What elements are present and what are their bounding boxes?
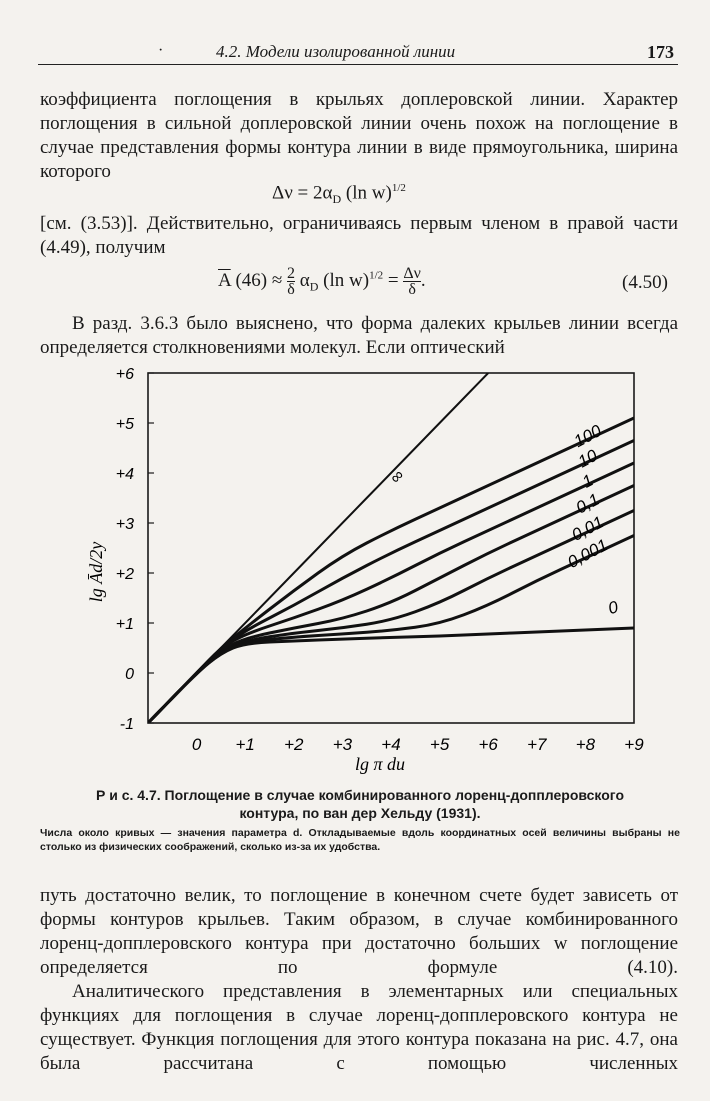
series-label-3: 1 — [579, 470, 597, 492]
series-line-7 — [148, 628, 634, 723]
series-line-5 — [148, 511, 634, 724]
series-label-0: ∞ — [385, 465, 408, 488]
x-axis-ticks — [192, 735, 644, 754]
y-tick-label: +4 — [115, 466, 134, 483]
x-tick-label: +3 — [332, 735, 353, 754]
x-tick-label: 0 — [191, 735, 202, 754]
series-label-5: 0,01 — [568, 512, 607, 545]
y-tick-label: +2 — [115, 566, 134, 583]
series-label-1: 100 — [570, 421, 605, 452]
caption-line-1: Р и с. 4.7. Поглощение в случае комбинированного лоренц-допплеровского — [95, 787, 625, 803]
x-tick-label: +7 — [527, 735, 547, 754]
x-tick-label: +8 — [575, 735, 596, 754]
equation-number: (4.50) — [622, 272, 668, 293]
section-title: 4.2. Модели изолированной линии — [216, 42, 456, 61]
x-axis-label: lg π du — [354, 754, 406, 774]
series-line-4 — [148, 486, 634, 724]
margin-mark: · — [158, 42, 164, 59]
paragraph-5: Аналитического представления в элементарных или специальных функциях для поглощения в случае лоренц-допплеровского контура не существует. Функция поглощения для этого контура показана на рис. 4.7, она была рассчитана с помощью численных — [40, 981, 678, 1074]
series-line-2 — [148, 441, 634, 724]
y-tick-label: -1 — [119, 716, 134, 733]
series-label-2: 10 — [574, 445, 601, 472]
plot-frame — [148, 373, 634, 723]
series-line-6 — [148, 536, 634, 724]
series-layer — [148, 373, 634, 723]
series-label-6: 0,001 — [564, 535, 611, 573]
figure-caption — [40, 786, 680, 822]
x-tick-label: +5 — [429, 735, 450, 754]
figure-note: Числа около кривых — значения параметра d. Откладываемые вдоль координатных осей величины выбраны не столько из физических соображений, сколько из-за их удобства. — [40, 827, 680, 853]
paragraph-4: путь достаточно велик, то поглощение в конечном счете будет зависеть от формы контуров крыльев. Таким образом, в случае комбинированного лоренц-допплеровского контура при достаточно больших w поглощение определяется по формуле (4.10). — [40, 885, 678, 978]
x-tick-label: +2 — [284, 735, 304, 754]
x-tick-label: +4 — [381, 735, 401, 754]
formula-2: $\overline{A}$ (46) ≈ $\frac{2}{\delta}$ $\alpha_D$ (ln w)$^{1/2}$ = $\frac{\Delta\nu}{\delta}$ . — [218, 265, 426, 298]
formula-1: $\Delta\nu = 2\alpha_D$ (ln w)$^{1/2}$ — [272, 182, 406, 207]
paragraph-2: [см. (3.53)]. Действительно, ограничиваясь первым членом в правой части (4.49), получим — [40, 213, 678, 258]
y-tick-label: 0 — [125, 666, 134, 683]
page-number: 173 — [647, 42, 674, 62]
y-tick-label: +6 — [115, 366, 134, 383]
absorption-chart — [0, 360, 710, 780]
caption-line-2: контура, по ван дер Хельду (1931). — [239, 805, 481, 821]
series-label-4: 0,1 — [572, 489, 603, 518]
y-axis-label: lg Ād/2y — [86, 541, 106, 603]
x-tick-label: +9 — [624, 735, 644, 754]
x-tick-label: +6 — [478, 735, 498, 754]
series-label-7: 0 — [606, 597, 621, 619]
running-header — [38, 40, 678, 65]
x-tick-label: +1 — [235, 735, 255, 754]
y-tick-label: +5 — [115, 416, 134, 433]
paragraph-1: коэффициента поглощения в крыльях доплеровской линии. Характер поглощения в сильной доплеровской линии очень похож на поглощение в случае представления формы контура линии в виде прямоугольника, ширина которого — [40, 89, 678, 182]
series-line-3 — [148, 463, 634, 723]
paragraph-3: В разд. 3.6.3 было выяснено, что форма далеких крыльев линии всегда определяется столкновениями молекул. Если оптический — [40, 313, 678, 358]
y-tick-label: +3 — [115, 516, 134, 533]
y-tick-label: +1 — [115, 616, 134, 633]
